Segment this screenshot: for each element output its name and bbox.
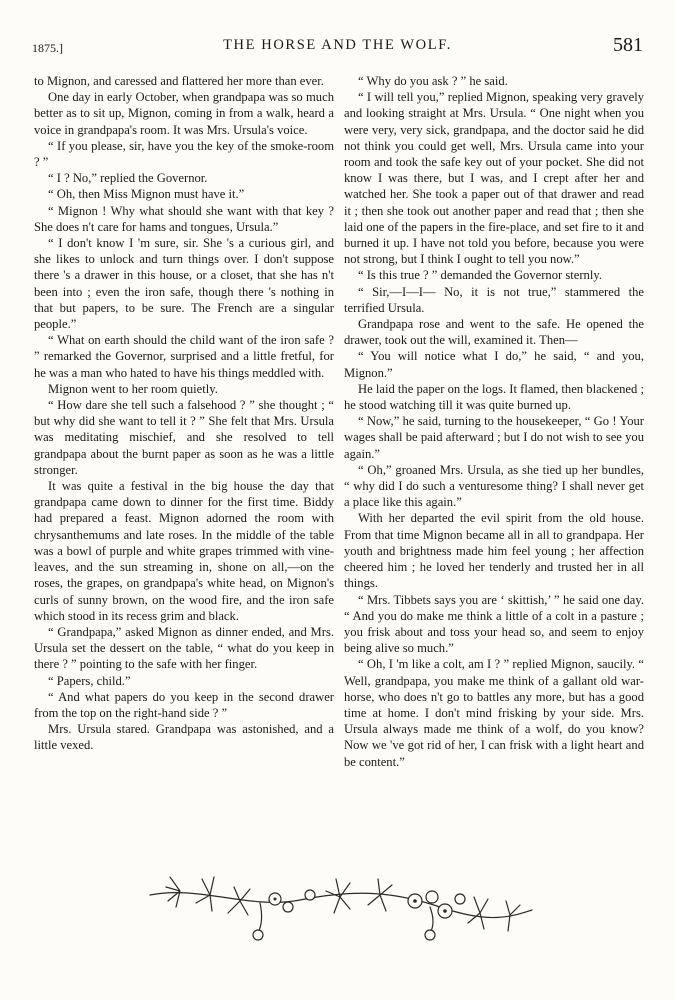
header-year: 1875.] [32,41,63,55]
paragraph: “ Sir,—I—I— No, it is not true,” stammered the terrified Ursula. [344,284,644,315]
paragraph: Grandpapa rose and went to the safe. He opened the drawer, took out the will, examined it. Then— [344,317,644,348]
paragraph: “ Oh,” groaned Mrs. Ursula, as she tied up her bundles, “ why did I do such a venturesome thing? I shall never get a place like this again.” [344,462,644,510]
right-column [344,73,644,770]
paragraph: Mrs. Ursula stared. Grandpapa was astonished, and a little vexed. [34,722,334,753]
paragraph: He laid the paper on the logs. It flamed, then blackened ; he stood watching till it was quite burned up. [344,381,644,413]
paragraph: “ If you please, sir, have you the key of the smoke-room ? ” [34,138,334,170]
paragraph: “ Mignon ! Why what should she want with that key ? She does n't care for hams and tongues, Ursula.” [34,203,334,234]
paragraph: “ Now,” he said, turning to the housekeeper, “ Go ! Your wages shall be paid afterward ; but I do not wish to see you again.” [344,414,644,461]
page-number: 581 [613,34,643,56]
paragraph: “ And what papers do you keep in the second drawer from the top on the right-hand side ? ” [34,689,334,720]
paragraph: “ I don't know I 'm sure, sir. She 's a curious girl, and she likes to unlock and turn things over. I don't suppose there 's a drawer in this house, or a closet, that she has n't been into ; even the iron safe, though there 's nothing in that but papers, to be sure. The French are a singular people.” [34,236,334,332]
paragraph: “ I ? No,” replied the Governor. [48,171,208,186]
left-column [34,73,334,754]
paragraph: “ What on earth should the child want of the iron safe ? ” remarked the Governor, surprised and a little fretful, for he was a man who hated to have his things meddled with. [34,333,334,380]
paragraph: “ Oh, then Miss Mignon must have it.” [48,187,245,202]
paragraph: It was quite a festival in the big house the day that grandpapa came down to dinner for the first time. Biddy had prepared a feast. Mignon adorned the room with chrysanthemums and late roses. In the middle of the table was a bowl of purple and white grapes trimmed with vine-leaves, and the sun streaming in, shone on all,—on the roses, the grapes, on grandpapa's white head, on Mignon's curls of sunny brown, on the wood fire, and the iron safe which stood in its recess grim and black. [34,479,334,623]
paragraph: “ Why do you ask ? ” he said. [358,74,508,88]
running-title: THE HORSE AND THE WOLF. [223,37,452,53]
paragraph: to Mignon, and caressed and flattered her more than ever. [34,74,324,88]
paragraph: One day in early October, when grandpapa was so much better as to sit up, Mignon, coming in from a walk, heard a voice in grandpapa's room. It was Mrs. Ursula's voice. [34,90,334,137]
paragraph: With her departed the evil spirit from the old house. From that time Mignon became all in all to grandpapa. Her youth and brightness made him feel young ; her affection cheered him ; he loved her tenderly and trusted her in all things. [344,511,644,591]
floral-sprig-ornament-icon [140,855,540,950]
paragraph: “ Is this true ? ” demanded the Governor sternly. [358,268,602,283]
paragraph: “ You will notice what I do,” he said, “ and you, Mignon.” [344,349,644,380]
paragraph: “ Mrs. Tibbets says you are ‘ skittish,’ ” he said one day. “ And you do make me think a little of a colt in a pasture ; you frisk about and toss your head so, and seem to enjoy being alive so much.” [344,592,644,656]
running-header [32,34,643,58]
paragraph: “ Oh, I 'm like a colt, am I ? ” replied Mignon, saucily. “ Well, grandpapa, you make me think of a gallant old war-horse, who does n't go to battles any more, but has a good time at home. I don't mind frisking by your side. Mrs. Ursula always made me think of a wolf, do you know? Now we 've got rid of her, I can frisk with a light heart and be content.” [344,657,644,769]
paragraph: “ Grandpapa,” asked Mignon as dinner ended, and Mrs. Ursula set the dessert on the table, “ what do you keep in there ? ” pointing to the safe with her finger. [34,624,334,672]
paragraph: “ Papers, child.” [48,673,131,688]
paragraph: “ I will tell you,” replied Mignon, speaking very gravely and looking straight at Mrs. Ursula. “ One night when you were very, very sick, grandpapa, and the doctor said he did not think you could get well, Mrs. Ursula came into your room and took the safe key out of your pocket. She did not know I was there, but I was, and I crept after her and watched her. She took a paper out of that drawer and read it ; then she took out another paper and read that ; then she laid one of the papers in the fire-place, and set fire to it and burned it up. I have not told you before, because you were not strong, but I think I ought to tell you now.” [344,90,644,267]
paragraph: Mignon went to her room quietly. [48,381,218,396]
paragraph: “ How dare she tell such a falsehood ? ” she thought ; “ but why did she want to tell it ? ” She felt that Mrs. Ursula was meditating mischief, and she resolved to tell grandpapa about the burnt paper as soon as he was a little stronger. [34,398,334,477]
